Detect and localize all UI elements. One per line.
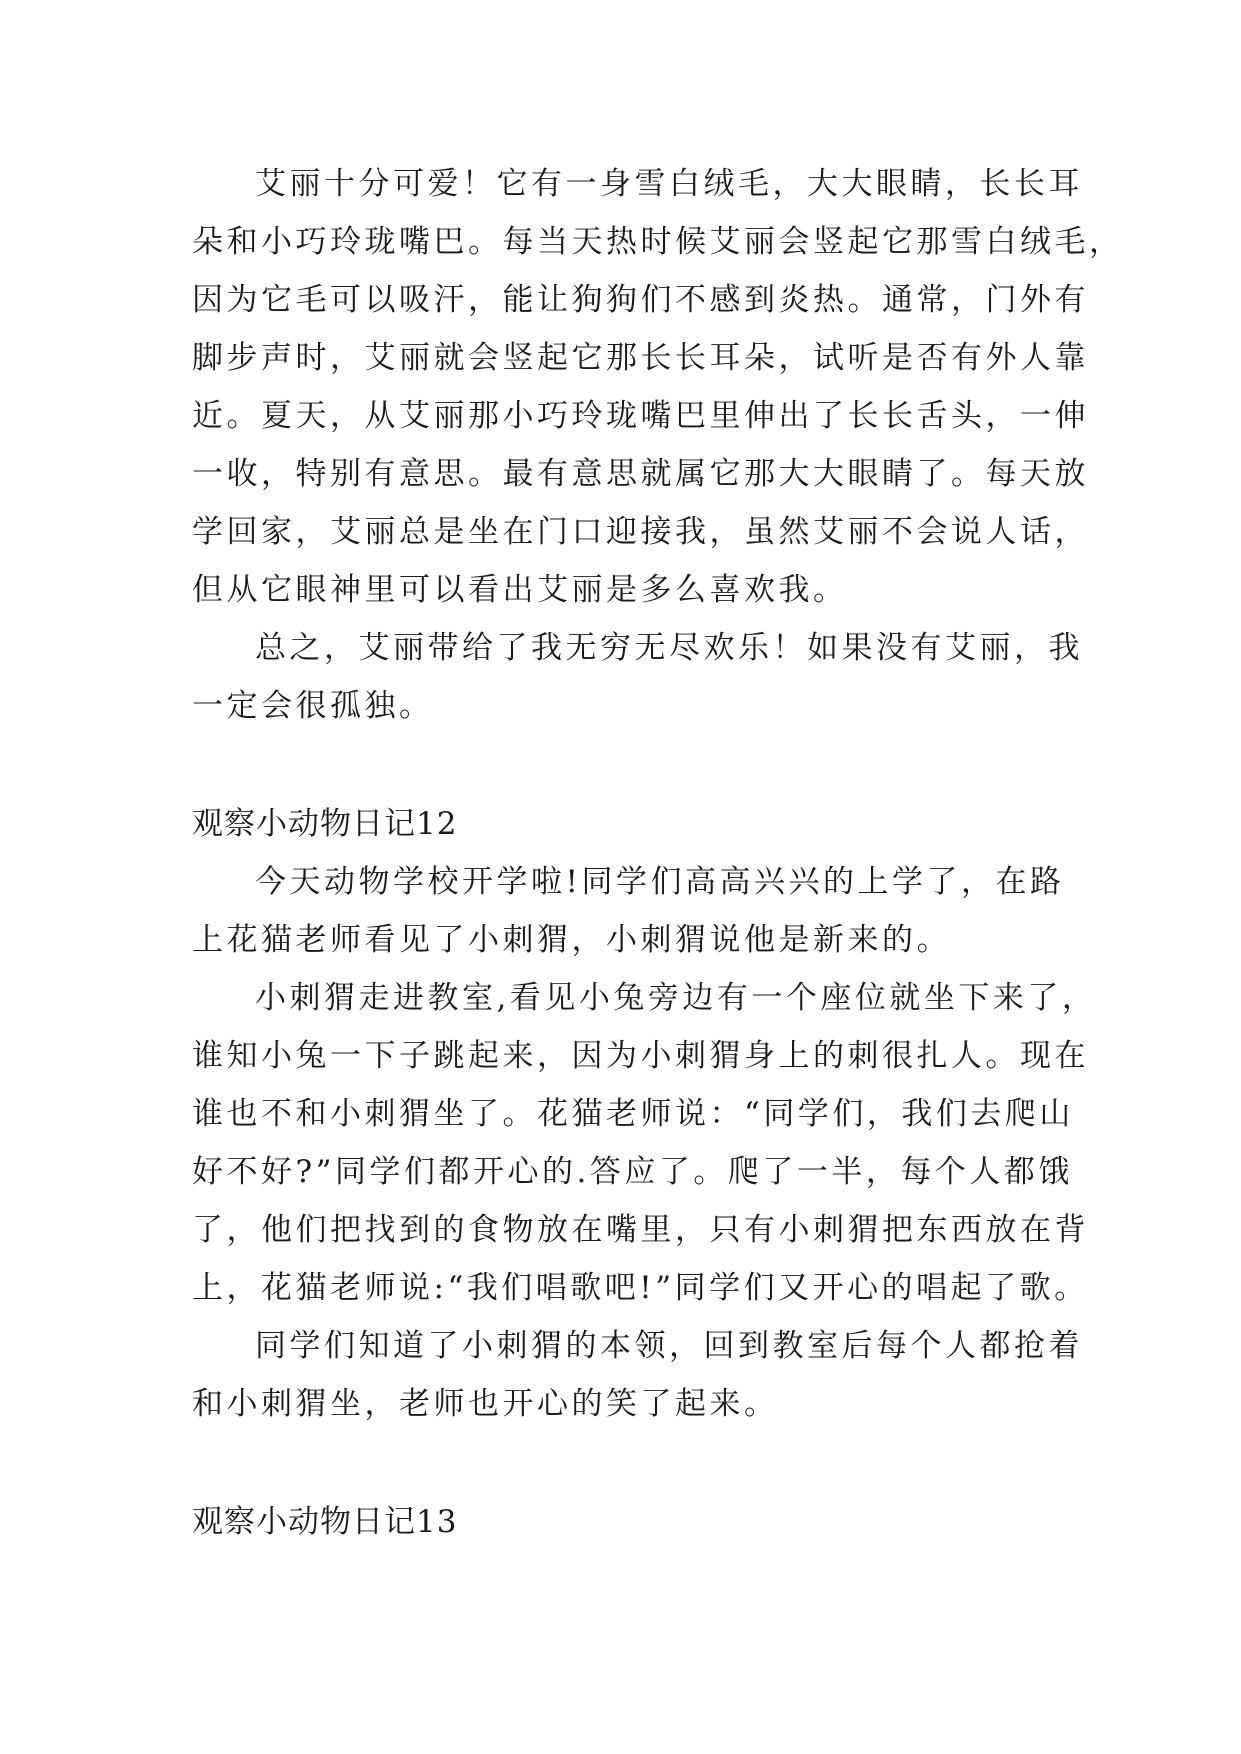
paragraph-line: 和小刺猬坐，老师也开心的笑了起来。 xyxy=(192,1386,779,1422)
paragraph-line: 因为它毛可以吸汗，能让狗狗们不感到炎热。通常，门外有 xyxy=(192,282,1089,318)
paragraph-line: 一定会很孤独。 xyxy=(192,688,434,724)
paragraph-line: 但从它眼神里可以看出艾丽是多么喜欢我。 xyxy=(192,572,848,608)
paragraph-line: 谁知小兔一下子跳起来，因为小刺猬身上的刺很扎人。现在 xyxy=(192,1038,1089,1074)
section-title: 观察小动物日记12 xyxy=(192,806,458,842)
paragraph-line: 朵和小巧玲珑嘴巴。每当天热时候艾丽会竖起它那雪白绒毛， xyxy=(192,224,1124,260)
paragraph-line: 今天动物学校开学啦!同学们高高兴兴的上学了，在路 xyxy=(255,864,1065,900)
paragraph-line: 小刺猬走进教室,看见小兔旁边有一个座位就坐下来了， xyxy=(255,980,1097,1016)
paragraph-line: 谁也不和小刺猬坐了。花猫老师说：“同学们，我们去爬山 xyxy=(192,1096,1074,1132)
paragraph-line: 一收，特别有意思。最有意思就属它那大大眼睛了。每天放 xyxy=(192,456,1089,492)
paragraph-line: 同学们知道了小刺猬的本领，回到教室后每个人都抢着 xyxy=(255,1328,1083,1364)
paragraph-line: 近。夏天，从艾丽那小巧玲珑嘴巴里伸出了长长舌头，一伸 xyxy=(192,398,1089,434)
paragraph-line: 上花猫老师看见了小刺猬，小刺猬说他是新来的。 xyxy=(192,922,951,958)
paragraph-line: 脚步声时，艾丽就会竖起它那长长耳朵，试听是否有外人靠 xyxy=(192,340,1089,376)
paragraph-line: 上，花猫老师说:“我们唱歌吧!”同学们又开心的唱起了歌。 xyxy=(192,1270,1089,1306)
paragraph-line: 好不好?”同学们都开心的.答应了。爬了一半，每个人都饿 xyxy=(192,1154,1073,1190)
section-title: 观察小动物日记13 xyxy=(192,1504,458,1540)
paragraph-line: 总之，艾丽带给了我无穷无尽欢乐！如果没有艾丽，我 xyxy=(255,630,1083,666)
paragraph-line: 艾丽十分可爱！它有一身雪白绒毛，大大眼睛，长长耳 xyxy=(255,166,1083,202)
paragraph-line: 了，他们把找到的食物放在嘴里，只有小刺猬把东西放在背 xyxy=(192,1212,1089,1248)
paragraph-line: 学回家，艾丽总是坐在门口迎接我，虽然艾丽不会说人话， xyxy=(192,514,1089,550)
